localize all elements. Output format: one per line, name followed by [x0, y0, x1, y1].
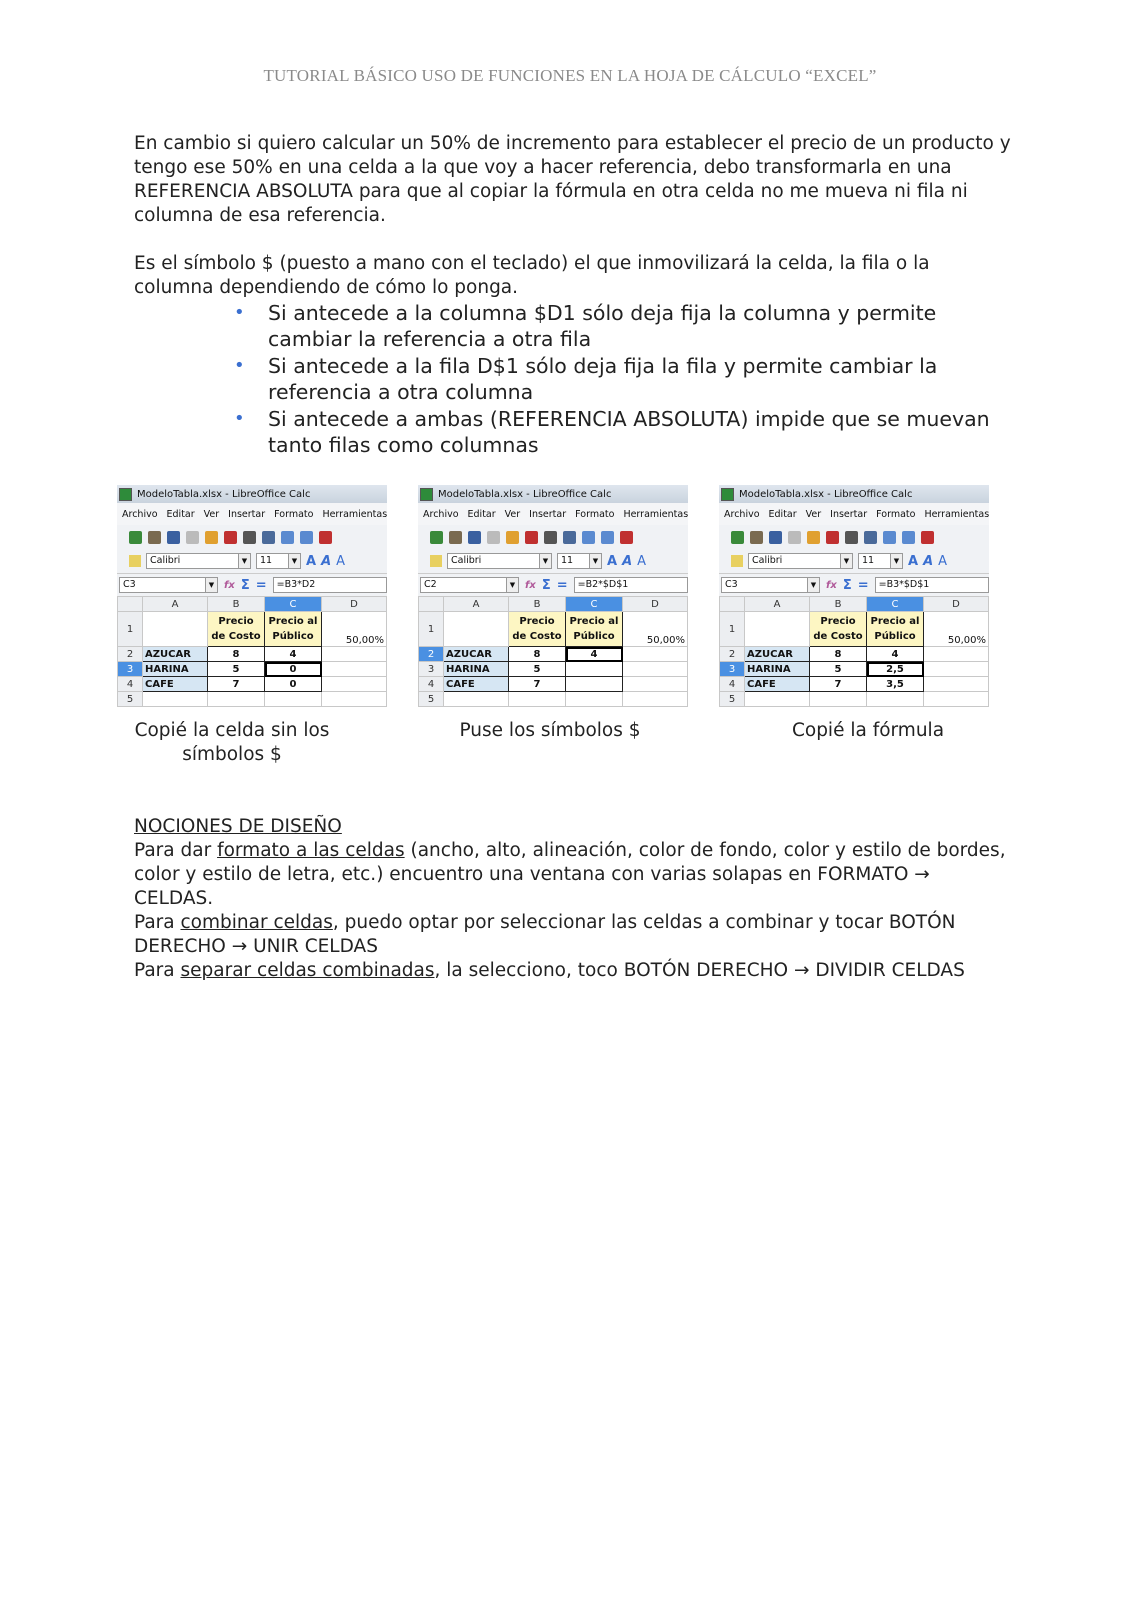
- design-line-split: [134, 959, 1014, 983]
- bold-icon[interactable]: A: [306, 553, 317, 569]
- bullet-text: Si antecede a ambas (REFERENCIA ABSOLUTA) impide que se muevan tanto filas como columnas: [268, 407, 990, 457]
- header-cell-cost[interactable]: Precio de Costo: [208, 612, 265, 647]
- table-row: [720, 677, 989, 692]
- italic-icon[interactable]: A: [923, 553, 934, 569]
- menu-item[interactable]: Ver: [203, 508, 220, 520]
- name-box[interactable]: [119, 577, 218, 593]
- name-box[interactable]: [420, 577, 519, 593]
- toolbar-icon[interactable]: [601, 531, 614, 544]
- cell-empty[interactable]: [745, 612, 810, 647]
- cell-empty[interactable]: [924, 662, 989, 677]
- cell-empty[interactable]: [322, 677, 387, 692]
- title-bar: [719, 485, 989, 503]
- toolbar-icon[interactable]: [750, 531, 763, 544]
- spreadsheet-grid: [719, 596, 989, 707]
- cell-empty[interactable]: [745, 692, 810, 707]
- table-row: [118, 662, 387, 677]
- cell-empty[interactable]: [566, 692, 623, 707]
- cell-name[interactable]: AZUCAR: [444, 647, 509, 662]
- menu-item[interactable]: Archivo: [423, 508, 459, 520]
- toolbar-icon[interactable]: [544, 531, 557, 544]
- font-size-select[interactable]: [557, 553, 602, 569]
- font-name: Calibri: [150, 555, 181, 566]
- cell-price[interactable]: [566, 662, 623, 677]
- function-wizard-icon[interactable]: fx: [224, 579, 235, 591]
- text: Para dar: [134, 840, 218, 861]
- italic-icon[interactable]: A: [622, 553, 633, 569]
- chevron-down-icon[interactable]: ▼: [506, 578, 518, 592]
- equals-icon[interactable]: =: [857, 577, 869, 593]
- column-header[interactable]: B: [810, 597, 867, 612]
- bullet-item: [232, 300, 992, 352]
- column-header[interactable]: D: [623, 597, 688, 612]
- chevron-down-icon[interactable]: ▼: [288, 554, 300, 568]
- design-line-format: [134, 839, 1014, 911]
- table-row: [118, 677, 387, 692]
- toolbar-icon[interactable]: [769, 531, 782, 544]
- toolbar-icon[interactable]: [620, 531, 633, 544]
- window-title: ModeloTabla.xlsx - LibreOffice Calc: [739, 488, 913, 500]
- format-toolbar: [117, 549, 387, 573]
- corner[interactable]: [720, 597, 745, 612]
- header-cell-cost[interactable]: Precio de Costo: [810, 612, 867, 647]
- toolbar-icon[interactable]: [731, 531, 744, 544]
- toolbar-icon[interactable]: [883, 531, 896, 544]
- window-title: ModeloTabla.xlsx - LibreOffice Calc: [137, 488, 311, 500]
- menu-item[interactable]: Insertar: [228, 508, 266, 520]
- standard-toolbar: [418, 525, 688, 549]
- table-row: [720, 662, 989, 677]
- row-header[interactable]: 4: [118, 677, 143, 692]
- cell-name[interactable]: AZUCAR: [745, 647, 810, 662]
- underline-icon[interactable]: A: [637, 553, 647, 569]
- calc-app-icon: [721, 488, 734, 501]
- menu-item[interactable]: Editar: [467, 508, 496, 520]
- section-title: NOCIONES DE DISEÑO: [134, 816, 342, 837]
- menu-item[interactable]: Editar: [166, 508, 195, 520]
- menu-item[interactable]: Formato: [575, 508, 615, 520]
- formula-input[interactable]: [273, 577, 387, 593]
- cell-cost[interactable]: 8: [810, 647, 867, 662]
- table-row: [118, 612, 387, 647]
- toolbar-icon[interactable]: [262, 531, 275, 544]
- font-name: Calibri: [752, 555, 783, 566]
- header-cell-cost[interactable]: Precio de Costo: [509, 612, 566, 647]
- cell-cost[interactable]: 7: [509, 677, 566, 692]
- formula-text: =B3*$D$1: [878, 579, 930, 590]
- calc-app-icon: [119, 488, 132, 501]
- menu-item[interactable]: Formato: [876, 508, 916, 520]
- toolbar-icon[interactable]: [281, 531, 294, 544]
- sum-icon[interactable]: Σ: [240, 577, 250, 593]
- cell-cost[interactable]: 8: [509, 647, 566, 662]
- toolbar-icon[interactable]: [525, 531, 538, 544]
- menu-item[interactable]: Herramientas: [623, 508, 688, 520]
- menu-bar: [719, 503, 989, 525]
- chevron-down-icon[interactable]: ▼: [890, 554, 902, 568]
- cell-empty[interactable]: [322, 647, 387, 662]
- page-header: TUTORIAL BÁSICO USO DE FUNCIONES EN LA HOJA DE CÁLCULO “EXCEL”: [263, 66, 877, 85]
- toolbar-icon[interactable]: [319, 531, 332, 544]
- chevron-down-icon[interactable]: ▼: [238, 554, 250, 568]
- row-header[interactable]: 2: [419, 647, 444, 662]
- toolbar-icon[interactable]: [300, 531, 313, 544]
- column-header[interactable]: C: [867, 597, 924, 612]
- row-header[interactable]: 5: [118, 692, 143, 707]
- calc-app-icon: [420, 488, 433, 501]
- cell-reference: C3: [123, 579, 136, 590]
- table-row: [118, 692, 387, 707]
- standard-toolbar: [719, 525, 989, 549]
- header-cell-price[interactable]: Precio al Público: [566, 612, 623, 647]
- text: Para: [134, 912, 181, 933]
- cell-name[interactable]: CAFE: [143, 677, 208, 692]
- cell-price[interactable]: 4: [566, 647, 623, 662]
- column-header[interactable]: D: [322, 597, 387, 612]
- cell-name[interactable]: HARINA: [444, 662, 509, 677]
- bullet-list: [232, 300, 992, 459]
- cell-name[interactable]: HARINA: [745, 662, 810, 677]
- font-size-select[interactable]: [256, 553, 301, 569]
- cell-price[interactable]: 2,5: [867, 662, 924, 677]
- header-cell-price[interactable]: Precio al Público: [867, 612, 924, 647]
- bold-icon[interactable]: A: [908, 553, 919, 569]
- cell-empty[interactable]: [265, 692, 322, 707]
- calc-screenshot: [117, 485, 387, 715]
- title-bar: [117, 485, 387, 503]
- formula-text: =B3*D2: [276, 579, 316, 590]
- chevron-down-icon[interactable]: ▼: [807, 578, 819, 592]
- text: , la selecciono, toco BOTÓN DERECHO → DIVIDIR CELDAS: [434, 960, 965, 981]
- styles-icon[interactable]: [731, 555, 743, 567]
- toolbar-icon[interactable]: [129, 531, 142, 544]
- toolbar-icon[interactable]: [826, 531, 839, 544]
- cell-empty[interactable]: [444, 612, 509, 647]
- underline-icon[interactable]: A: [938, 553, 948, 569]
- table-row: [419, 647, 688, 662]
- corner[interactable]: [118, 597, 143, 612]
- cell-empty[interactable]: [623, 692, 688, 707]
- formula-bar: [117, 573, 387, 596]
- toolbar-icon[interactable]: [224, 531, 237, 544]
- cell-price[interactable]: 4: [265, 647, 322, 662]
- cell-empty[interactable]: [867, 692, 924, 707]
- toolbar-icon[interactable]: [582, 531, 595, 544]
- cell-empty[interactable]: [623, 647, 688, 662]
- toolbar-icon[interactable]: [449, 531, 462, 544]
- font-name: Calibri: [451, 555, 482, 566]
- screenshot-caption: Puse los símbolos $: [459, 720, 641, 741]
- toolbar-icon[interactable]: [487, 531, 500, 544]
- cell-reference: C2: [424, 579, 437, 590]
- cell-name[interactable]: HARINA: [143, 662, 208, 677]
- toolbar-icon[interactable]: [864, 531, 877, 544]
- cell-name[interactable]: CAFE: [745, 677, 810, 692]
- column-header[interactable]: A: [745, 597, 810, 612]
- cell-price[interactable]: 0: [265, 662, 322, 677]
- table-row: [419, 612, 688, 647]
- cell-cost[interactable]: 7: [208, 677, 265, 692]
- equals-icon[interactable]: =: [255, 577, 267, 593]
- formula-input[interactable]: [574, 577, 688, 593]
- menu-bar: [117, 503, 387, 525]
- font-size: 11: [260, 555, 273, 566]
- cell-empty[interactable]: [322, 662, 387, 677]
- toolbar-icon[interactable]: [430, 531, 443, 544]
- row-header[interactable]: 4: [419, 677, 444, 692]
- function-wizard-icon[interactable]: fx: [525, 579, 536, 591]
- column-header[interactable]: A: [444, 597, 509, 612]
- styles-icon[interactable]: [430, 555, 442, 567]
- cell-empty[interactable]: [208, 692, 265, 707]
- cell-empty[interactable]: [924, 677, 989, 692]
- screenshot-caption: Copié la fórmula: [791, 720, 945, 741]
- row-header[interactable]: 2: [720, 647, 745, 662]
- format-cells-term: formato a las celdas: [217, 840, 405, 861]
- corner[interactable]: [419, 597, 444, 612]
- table-row: [118, 647, 387, 662]
- column-headers: [720, 597, 989, 612]
- row-header[interactable]: 3: [419, 662, 444, 677]
- text: (ancho, alto, alineación, color de fondo, color y estilo de bordes, color y estilo de letra, etc.) encuentro una ventana con varias solapas en FORMATO → CELDAS.: [134, 840, 1006, 909]
- toolbar-icon[interactable]: [788, 531, 801, 544]
- spreadsheet-grid: [418, 596, 688, 707]
- column-header[interactable]: C: [566, 597, 623, 612]
- column-header[interactable]: B: [208, 597, 265, 612]
- menu-item[interactable]: Archivo: [122, 508, 158, 520]
- cell-cost[interactable]: 7: [810, 677, 867, 692]
- text: , puedo optar por seleccionar las celdas a combinar y tocar BOTÓN DERECHO → UNIR CELDAS: [134, 912, 956, 957]
- column-header[interactable]: B: [509, 597, 566, 612]
- table-row: [720, 612, 989, 647]
- toolbar-icon[interactable]: [167, 531, 180, 544]
- row-header[interactable]: 4: [720, 677, 745, 692]
- font-name-select[interactable]: [447, 553, 552, 569]
- design-line-merge: [134, 911, 1014, 959]
- calc-screenshot: [418, 485, 688, 715]
- menu-item[interactable]: Formato: [274, 508, 314, 520]
- row-header[interactable]: 3: [118, 662, 143, 677]
- row-header[interactable]: 2: [118, 647, 143, 662]
- font-name-select[interactable]: [748, 553, 853, 569]
- split-cells-term: separar celdas combinadas: [180, 960, 435, 981]
- formula-bar: [719, 573, 989, 596]
- cell-cost[interactable]: 8: [208, 647, 265, 662]
- name-box[interactable]: [721, 577, 820, 593]
- standard-toolbar: [117, 525, 387, 549]
- screenshot-caption: Copié la celda sin los símbolos $: [134, 720, 330, 765]
- cell-empty[interactable]: [444, 692, 509, 707]
- cell-price[interactable]: 0: [265, 677, 322, 692]
- cell-percentage[interactable]: 50,00%: [623, 612, 688, 647]
- menu-item[interactable]: Archivo: [724, 508, 760, 520]
- cell-percentage[interactable]: 50,00%: [924, 612, 989, 647]
- bullet-icon: •: [234, 302, 245, 323]
- menu-item[interactable]: Editar: [768, 508, 797, 520]
- header-cell-price[interactable]: Precio al Público: [265, 612, 322, 647]
- column-header[interactable]: A: [143, 597, 208, 612]
- font-size-select[interactable]: [858, 553, 903, 569]
- bullet-icon: •: [234, 355, 245, 376]
- sum-icon[interactable]: Σ: [541, 577, 551, 593]
- bullet-icon: •: [234, 408, 245, 429]
- paragraph-absolute-reference: En cambio si quiero calcular un 50% de incremento para establecer el precio de un producto y tengo ese 50% en una celda a la que voy a hacer referencia, debo transformarla en una REFERENCIA ABSOLUTA para que al copiar la fórmula en otra celda no me mueva ni fila ni columna de esa referencia.: [134, 133, 1011, 226]
- toolbar-icon[interactable]: [186, 531, 199, 544]
- toolbar-icon[interactable]: [563, 531, 576, 544]
- formula-bar: [418, 573, 688, 596]
- table-row: [720, 692, 989, 707]
- row-header[interactable]: 1: [720, 612, 745, 647]
- bullet-item: [232, 406, 992, 458]
- cell-empty[interactable]: [623, 662, 688, 677]
- chevron-down-icon[interactable]: ▼: [840, 554, 852, 568]
- chevron-down-icon[interactable]: ▼: [205, 578, 217, 592]
- cell-price[interactable]: 3,5: [867, 677, 924, 692]
- cell-name[interactable]: AZUCAR: [143, 647, 208, 662]
- design-section: [134, 815, 1014, 983]
- chevron-down-icon[interactable]: ▼: [539, 554, 551, 568]
- table-row: [419, 662, 688, 677]
- bullet-text: Si antecede a la columna $D1 sólo deja fija la columna y permite cambiar la referencia a otra fila: [268, 301, 937, 351]
- table-row: [419, 692, 688, 707]
- row-header[interactable]: 3: [720, 662, 745, 677]
- column-headers: [118, 597, 387, 612]
- format-toolbar: [418, 549, 688, 573]
- cell-empty[interactable]: [322, 692, 387, 707]
- toolbar-icon[interactable]: [807, 531, 820, 544]
- menu-item[interactable]: Herramientas: [924, 508, 989, 520]
- formula-text: =B2*$D$1: [577, 579, 629, 590]
- bullet-text: Si antecede a la fila D$1 sólo deja fija la fila y permite cambiar la referencia a otra columna: [268, 354, 938, 404]
- toolbar-icon[interactable]: [148, 531, 161, 544]
- paragraph-dollar-symbol: Es el símbolo $ (puesto a mano con el teclado) el que inmovilizará la celda, la fila o la columna dependiendo de cómo lo ponga.: [134, 253, 930, 298]
- cell-cost[interactable]: 5: [810, 662, 867, 677]
- font-name-select[interactable]: [146, 553, 251, 569]
- toolbar-icon[interactable]: [468, 531, 481, 544]
- format-toolbar: [719, 549, 989, 573]
- column-header[interactable]: D: [924, 597, 989, 612]
- styles-icon[interactable]: [129, 555, 141, 567]
- bullet-item: [232, 353, 992, 405]
- cell-empty[interactable]: [143, 692, 208, 707]
- text: Para: [134, 960, 181, 981]
- cell-percentage[interactable]: 50,00%: [322, 612, 387, 647]
- underline-icon[interactable]: A: [336, 553, 346, 569]
- column-header[interactable]: C: [265, 597, 322, 612]
- calc-screenshot: [719, 485, 989, 715]
- column-headers: [419, 597, 688, 612]
- cell-cost[interactable]: 5: [208, 662, 265, 677]
- cell-empty[interactable]: [924, 647, 989, 662]
- title-bar: [418, 485, 688, 503]
- function-wizard-icon[interactable]: fx: [826, 579, 837, 591]
- row-header[interactable]: 1: [419, 612, 444, 647]
- cell-empty[interactable]: [509, 692, 566, 707]
- spreadsheet-grid: [117, 596, 387, 707]
- window-title: ModeloTabla.xlsx - LibreOffice Calc: [438, 488, 612, 500]
- table-row: [419, 677, 688, 692]
- cell-empty[interactable]: [924, 692, 989, 707]
- merge-cells-term: combinar celdas: [180, 912, 333, 933]
- menu-item[interactable]: Ver: [805, 508, 822, 520]
- menu-item[interactable]: Herramientas: [322, 508, 387, 520]
- cell-empty[interactable]: [623, 677, 688, 692]
- cell-price[interactable]: [566, 677, 623, 692]
- italic-icon[interactable]: A: [321, 553, 332, 569]
- menu-item[interactable]: Ver: [504, 508, 521, 520]
- cell-cost[interactable]: 5: [509, 662, 566, 677]
- cell-price[interactable]: 4: [867, 647, 924, 662]
- table-row: [720, 647, 989, 662]
- toolbar-icon[interactable]: [205, 531, 218, 544]
- font-size: 11: [862, 555, 875, 566]
- cell-empty[interactable]: [810, 692, 867, 707]
- menu-item[interactable]: Insertar: [830, 508, 868, 520]
- font-size: 11: [561, 555, 574, 566]
- toolbar-icon[interactable]: [845, 531, 858, 544]
- cell-name[interactable]: CAFE: [444, 677, 509, 692]
- toolbar-icon[interactable]: [921, 531, 934, 544]
- menu-bar: [418, 503, 688, 525]
- cell-reference: C3: [725, 579, 738, 590]
- row-header[interactable]: 5: [720, 692, 745, 707]
- row-header[interactable]: 1: [118, 612, 143, 647]
- cell-empty[interactable]: [143, 612, 208, 647]
- menu-item[interactable]: Insertar: [529, 508, 567, 520]
- sum-icon[interactable]: Σ: [842, 577, 852, 593]
- equals-icon[interactable]: =: [556, 577, 568, 593]
- bold-icon[interactable]: A: [607, 553, 618, 569]
- row-header[interactable]: 5: [419, 692, 444, 707]
- chevron-down-icon[interactable]: ▼: [589, 554, 601, 568]
- formula-input[interactable]: [875, 577, 989, 593]
- toolbar-icon[interactable]: [243, 531, 256, 544]
- toolbar-icon[interactable]: [902, 531, 915, 544]
- toolbar-icon[interactable]: [506, 531, 519, 544]
